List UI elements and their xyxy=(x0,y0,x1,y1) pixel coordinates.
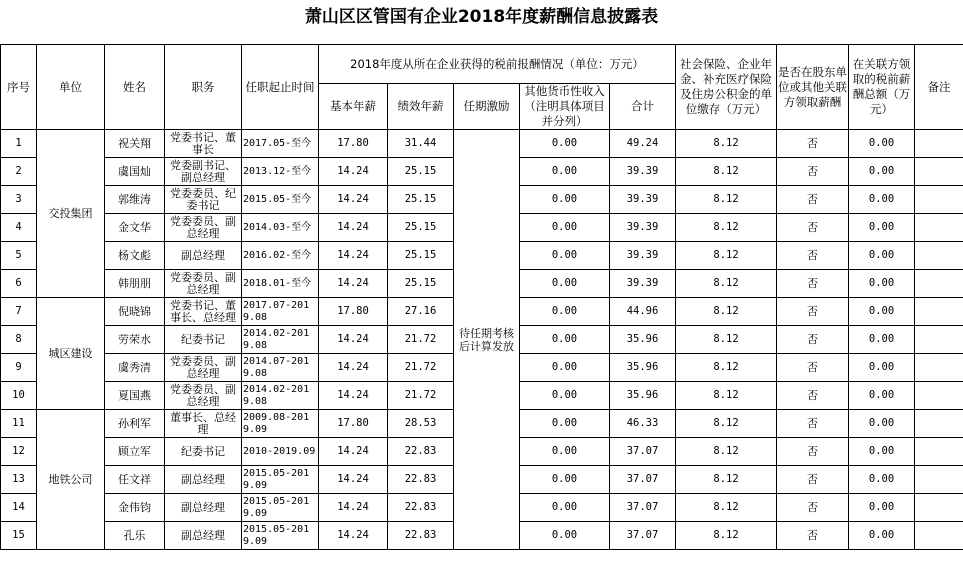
cell-perf: 21.72 xyxy=(388,354,454,382)
cell-note xyxy=(915,354,963,382)
cell-term-note: 待任期考核后计算发放 xyxy=(454,130,520,550)
cell-related-amount: 0.00 xyxy=(849,522,915,550)
cell-related-amount: 0.00 xyxy=(849,494,915,522)
cell-perf: 22.83 xyxy=(388,522,454,550)
cell-position: 党委委员、纪委书记 xyxy=(165,186,242,214)
cell-social: 8.12 xyxy=(676,298,777,326)
cell-position: 董事长、总经理 xyxy=(165,410,242,438)
cell-name: 倪晓锦 xyxy=(105,298,165,326)
cell-seq: 3 xyxy=(1,186,37,214)
cell-total: 35.96 xyxy=(610,354,676,382)
cell-base: 14.24 xyxy=(319,214,388,242)
cell-name: 劳荣水 xyxy=(105,326,165,354)
cell-base: 14.24 xyxy=(319,494,388,522)
cell-social: 8.12 xyxy=(676,242,777,270)
cell-tenure: 2013.12-至今 xyxy=(242,158,319,186)
cell-perf: 25.15 xyxy=(388,214,454,242)
cell-perf: 31.44 xyxy=(388,130,454,158)
page-title: 萧山区区管国有企业2018年度薪酬信息披露表 xyxy=(304,7,659,27)
cell-other: 0.00 xyxy=(520,382,610,410)
cell-base: 17.80 xyxy=(319,410,388,438)
cell-tenure: 2010-2019.09 xyxy=(242,438,319,466)
cell-note xyxy=(915,186,963,214)
cell-base: 14.24 xyxy=(319,186,388,214)
cell-base: 14.24 xyxy=(319,354,388,382)
cell-related-amount: 0.00 xyxy=(849,214,915,242)
cell-name: 任文祥 xyxy=(105,466,165,494)
cell-other: 0.00 xyxy=(520,242,610,270)
cell-related: 否 xyxy=(777,214,849,242)
cell-related: 否 xyxy=(777,494,849,522)
cell-name: 夏国燕 xyxy=(105,382,165,410)
cell-related-amount: 0.00 xyxy=(849,382,915,410)
cell-total: 39.39 xyxy=(610,214,676,242)
cell-note xyxy=(915,410,963,438)
cell-note xyxy=(915,382,963,410)
cell-seq: 7 xyxy=(1,298,37,326)
cell-other: 0.00 xyxy=(520,186,610,214)
cell-name: 郭维涛 xyxy=(105,186,165,214)
cell-related: 否 xyxy=(777,270,849,298)
header-related: 是否在股东单位或其他关联方领取薪酬 xyxy=(777,45,849,130)
cell-position: 党委副书记、副总经理 xyxy=(165,158,242,186)
cell-related: 否 xyxy=(777,242,849,270)
cell-perf: 22.83 xyxy=(388,466,454,494)
cell-name: 金文华 xyxy=(105,214,165,242)
header-base: 基本年薪 xyxy=(319,84,388,130)
cell-total: 39.39 xyxy=(610,270,676,298)
cell-total: 49.24 xyxy=(610,130,676,158)
cell-seq: 14 xyxy=(1,494,37,522)
cell-note xyxy=(915,130,963,158)
cell-seq: 1 xyxy=(1,130,37,158)
cell-perf: 25.15 xyxy=(388,186,454,214)
cell-name: 孙利军 xyxy=(105,410,165,438)
cell-seq: 13 xyxy=(1,466,37,494)
cell-base: 17.80 xyxy=(319,130,388,158)
cell-base: 14.24 xyxy=(319,158,388,186)
cell-social: 8.12 xyxy=(676,438,777,466)
cell-base: 14.24 xyxy=(319,522,388,550)
cell-social: 8.12 xyxy=(676,494,777,522)
cell-name: 杨文彪 xyxy=(105,242,165,270)
cell-perf: 27.16 xyxy=(388,298,454,326)
header-perf: 绩效年薪 xyxy=(388,84,454,130)
cell-social: 8.12 xyxy=(676,522,777,550)
salary-table xyxy=(0,44,963,550)
cell-note xyxy=(915,326,963,354)
cell-other: 0.00 xyxy=(520,522,610,550)
cell-note xyxy=(915,242,963,270)
cell-seq: 15 xyxy=(1,522,37,550)
header-term: 任期激励 xyxy=(454,84,520,130)
cell-unit: 交投集团 xyxy=(37,130,105,298)
cell-other: 0.00 xyxy=(520,158,610,186)
cell-name: 金伟钧 xyxy=(105,494,165,522)
cell-note xyxy=(915,270,963,298)
cell-other: 0.00 xyxy=(520,410,610,438)
cell-social: 8.12 xyxy=(676,158,777,186)
cell-note xyxy=(915,298,963,326)
cell-tenure: 2018.01-至今 xyxy=(242,270,319,298)
cell-seq: 4 xyxy=(1,214,37,242)
cell-unit: 地铁公司 xyxy=(37,410,105,550)
cell-seq: 5 xyxy=(1,242,37,270)
cell-note xyxy=(915,214,963,242)
cell-position: 党委书记、董事长 xyxy=(165,130,242,158)
cell-tenure: 2015.05-2019.09 xyxy=(242,494,319,522)
cell-position: 党委委员、副总经理 xyxy=(165,214,242,242)
header-other: 其他货币性收入（注明具体项目并分列） xyxy=(520,84,610,130)
header-note: 备注 xyxy=(915,45,963,130)
cell-related-amount: 0.00 xyxy=(849,354,915,382)
header-salary-group: 2018年度从所在企业获得的税前报酬情况（单位：万元） xyxy=(319,45,676,84)
cell-tenure: 2014.07-2019.08 xyxy=(242,354,319,382)
cell-total: 37.07 xyxy=(610,438,676,466)
header-position: 职务 xyxy=(165,45,242,130)
cell-name: 祝关翔 xyxy=(105,130,165,158)
cell-name: 顾立军 xyxy=(105,438,165,466)
cell-related-amount: 0.00 xyxy=(849,186,915,214)
cell-tenure: 2009.08-2019.09 xyxy=(242,410,319,438)
header-tenure: 任职起止时间 xyxy=(242,45,319,130)
cell-note xyxy=(915,158,963,186)
cell-perf: 28.53 xyxy=(388,410,454,438)
cell-base: 14.24 xyxy=(319,326,388,354)
cell-related-amount: 0.00 xyxy=(849,438,915,466)
cell-social: 8.12 xyxy=(676,326,777,354)
cell-total: 39.39 xyxy=(610,158,676,186)
cell-perf: 25.15 xyxy=(388,270,454,298)
cell-note xyxy=(915,522,963,550)
cell-related: 否 xyxy=(777,410,849,438)
header-seq: 序号 xyxy=(1,45,37,130)
cell-perf: 22.83 xyxy=(388,438,454,466)
cell-total: 44.96 xyxy=(610,298,676,326)
cell-perf: 25.15 xyxy=(388,158,454,186)
cell-seq: 2 xyxy=(1,158,37,186)
cell-total: 39.39 xyxy=(610,186,676,214)
cell-tenure: 2016.02-至今 xyxy=(242,242,319,270)
cell-other: 0.00 xyxy=(520,214,610,242)
cell-related: 否 xyxy=(777,130,849,158)
cell-related: 否 xyxy=(777,438,849,466)
cell-seq: 10 xyxy=(1,382,37,410)
cell-other: 0.00 xyxy=(520,438,610,466)
cell-base: 14.24 xyxy=(319,466,388,494)
cell-total: 39.39 xyxy=(610,242,676,270)
cell-position: 副总经理 xyxy=(165,494,242,522)
cell-base: 17.80 xyxy=(319,298,388,326)
cell-social: 8.12 xyxy=(676,214,777,242)
cell-social: 8.12 xyxy=(676,130,777,158)
cell-other: 0.00 xyxy=(520,130,610,158)
cell-other: 0.00 xyxy=(520,270,610,298)
cell-total: 35.96 xyxy=(610,326,676,354)
cell-perf: 21.72 xyxy=(388,326,454,354)
table-row xyxy=(1,130,963,158)
cell-other: 0.00 xyxy=(520,326,610,354)
cell-seq: 6 xyxy=(1,270,37,298)
cell-note xyxy=(915,494,963,522)
cell-unit: 城区建设 xyxy=(37,298,105,410)
cell-position: 党委委员、副总经理 xyxy=(165,382,242,410)
header-related-amount: 在关联方领取的税前薪酬总额（万元） xyxy=(849,45,915,130)
cell-related-amount: 0.00 xyxy=(849,466,915,494)
cell-seq: 8 xyxy=(1,326,37,354)
cell-name: 虞国灿 xyxy=(105,158,165,186)
cell-tenure: 2015.05-至今 xyxy=(242,186,319,214)
cell-total: 37.07 xyxy=(610,494,676,522)
cell-position: 党委委员、副总经理 xyxy=(165,270,242,298)
cell-related-amount: 0.00 xyxy=(849,410,915,438)
cell-social: 8.12 xyxy=(676,410,777,438)
cell-name: 虞秀清 xyxy=(105,354,165,382)
cell-related: 否 xyxy=(777,186,849,214)
cell-perf: 25.15 xyxy=(388,242,454,270)
header-unit: 单位 xyxy=(37,45,105,130)
cell-tenure: 2017.05-至今 xyxy=(242,130,319,158)
cell-position: 纪委书记 xyxy=(165,438,242,466)
cell-related: 否 xyxy=(777,382,849,410)
cell-other: 0.00 xyxy=(520,494,610,522)
cell-social: 8.12 xyxy=(676,186,777,214)
cell-total: 37.07 xyxy=(610,522,676,550)
cell-total: 37.07 xyxy=(610,466,676,494)
cell-tenure: 2017.07-2019.08 xyxy=(242,298,319,326)
cell-name: 韩朋朋 xyxy=(105,270,165,298)
cell-related: 否 xyxy=(777,354,849,382)
cell-related: 否 xyxy=(777,466,849,494)
cell-seq: 9 xyxy=(1,354,37,382)
header-social: 社会保险、企业年金、补充医疗保险及住房公积金的单位缴存（万元） xyxy=(676,45,777,130)
cell-related: 否 xyxy=(777,298,849,326)
header-total: 合计 xyxy=(610,84,676,130)
header-name: 姓名 xyxy=(105,45,165,130)
cell-position: 副总经理 xyxy=(165,466,242,494)
cell-related-amount: 0.00 xyxy=(849,270,915,298)
cell-related: 否 xyxy=(777,326,849,354)
cell-total: 35.96 xyxy=(610,382,676,410)
cell-related-amount: 0.00 xyxy=(849,298,915,326)
cell-other: 0.00 xyxy=(520,466,610,494)
cell-social: 8.12 xyxy=(676,354,777,382)
cell-note xyxy=(915,466,963,494)
cell-base: 14.24 xyxy=(319,270,388,298)
cell-related: 否 xyxy=(777,522,849,550)
cell-tenure: 2015.05-2019.09 xyxy=(242,522,319,550)
cell-related-amount: 0.00 xyxy=(849,158,915,186)
cell-seq: 12 xyxy=(1,438,37,466)
cell-base: 14.24 xyxy=(319,242,388,270)
cell-seq: 11 xyxy=(1,410,37,438)
cell-perf: 22.83 xyxy=(388,494,454,522)
cell-name: 孔乐 xyxy=(105,522,165,550)
cell-social: 8.12 xyxy=(676,466,777,494)
cell-position: 党委委员、副总经理 xyxy=(165,354,242,382)
cell-perf: 21.72 xyxy=(388,382,454,410)
cell-position: 副总经理 xyxy=(165,522,242,550)
cell-base: 14.24 xyxy=(319,382,388,410)
cell-tenure: 2014.02-2019.08 xyxy=(242,382,319,410)
cell-position: 党委书记、董事长、总经理 xyxy=(165,298,242,326)
cell-tenure: 2014.03-至今 xyxy=(242,214,319,242)
cell-social: 8.12 xyxy=(676,270,777,298)
cell-related: 否 xyxy=(777,158,849,186)
cell-base: 14.24 xyxy=(319,438,388,466)
cell-tenure: 2014.02-2019.08 xyxy=(242,326,319,354)
cell-related-amount: 0.00 xyxy=(849,130,915,158)
cell-position: 副总经理 xyxy=(165,242,242,270)
cell-tenure: 2015.05-2019.09 xyxy=(242,466,319,494)
cell-other: 0.00 xyxy=(520,354,610,382)
cell-position: 纪委书记 xyxy=(165,326,242,354)
cell-other: 0.00 xyxy=(520,298,610,326)
cell-social: 8.12 xyxy=(676,382,777,410)
cell-total: 46.33 xyxy=(610,410,676,438)
cell-related-amount: 0.00 xyxy=(849,326,915,354)
cell-note xyxy=(915,438,963,466)
cell-related-amount: 0.00 xyxy=(849,242,915,270)
